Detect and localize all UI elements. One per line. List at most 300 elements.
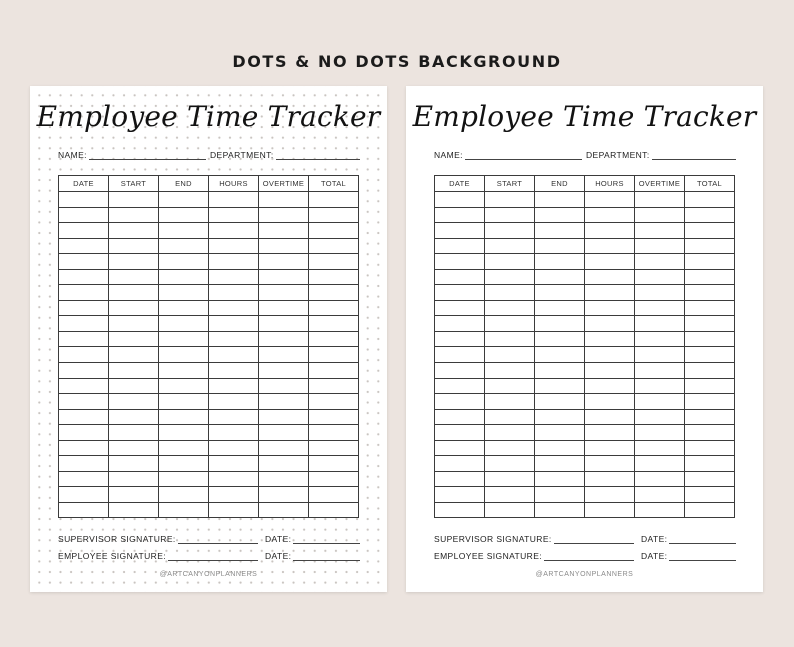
table-cell[interactable] [259,316,309,332]
employee-date-label: DATE: [641,551,668,561]
table-cell[interactable] [209,347,259,363]
table-cell[interactable] [685,409,735,425]
table-cell[interactable] [109,331,159,347]
table-cell[interactable] [485,347,535,363]
table-cell[interactable] [685,254,735,270]
table-cell[interactable] [485,269,535,285]
table-cell[interactable] [259,347,309,363]
table-cell[interactable] [635,378,685,394]
table-cell[interactable] [259,456,309,472]
department-line[interactable] [276,150,360,160]
table-cell[interactable] [309,440,359,456]
table-cell[interactable] [635,347,685,363]
supervisor-row [434,534,736,548]
table-cell[interactable] [209,471,259,487]
employee-date-line[interactable] [293,551,360,561]
table-cell[interactable] [59,456,109,472]
table-cell[interactable] [59,471,109,487]
table-cell[interactable] [685,440,735,456]
table-row [59,223,359,239]
table-cell[interactable] [585,254,635,270]
table-cell[interactable] [485,254,535,270]
table-cell[interactable] [109,487,159,503]
table-cell[interactable] [635,331,685,347]
table-cell[interactable] [535,456,585,472]
table-cell[interactable] [535,269,585,285]
employee-signature-line[interactable] [544,551,634,561]
table-cell[interactable] [209,363,259,379]
table-cell[interactable] [485,238,535,254]
table-row [59,363,359,379]
table-cell[interactable] [585,471,635,487]
table-cell[interactable] [259,192,309,208]
table-cell[interactable] [435,425,485,441]
table-cell[interactable] [435,300,485,316]
table-cell[interactable] [635,471,685,487]
table-cell[interactable] [585,487,635,503]
table-cell[interactable] [159,285,209,301]
table-cell[interactable] [109,269,159,285]
table-cell[interactable] [159,394,209,410]
table-cell[interactable] [309,502,359,518]
table-cell[interactable] [535,207,585,223]
table-cell[interactable] [435,363,485,379]
table-cell[interactable] [209,456,259,472]
table-cell[interactable] [109,471,159,487]
table-cell[interactable] [159,254,209,270]
table-cell[interactable] [485,471,535,487]
column-header: START [485,176,535,192]
name-field[interactable] [58,150,206,160]
table-cell[interactable] [59,487,109,503]
table-cell[interactable] [209,254,259,270]
table-cell[interactable] [685,363,735,379]
table-cell[interactable] [535,238,585,254]
table-cell[interactable] [109,440,159,456]
table-cell[interactable] [259,409,309,425]
table-cell[interactable] [59,409,109,425]
supervisor-signature-line[interactable] [554,534,634,544]
table-cell[interactable] [59,192,109,208]
table-cell[interactable] [535,378,585,394]
table-cell[interactable] [535,471,585,487]
table-cell[interactable] [685,487,735,503]
employee-date-field[interactable] [265,551,360,561]
table-cell[interactable] [259,440,309,456]
table-cell[interactable] [159,440,209,456]
table-cell[interactable] [435,487,485,503]
table-cell[interactable] [435,285,485,301]
table-cell[interactable] [209,316,259,332]
table-cell[interactable] [109,207,159,223]
table-cell[interactable] [309,192,359,208]
table-cell[interactable] [309,394,359,410]
table-cell[interactable] [259,502,309,518]
table-cell[interactable] [209,223,259,239]
table-cell[interactable] [685,192,735,208]
table-cell[interactable] [635,456,685,472]
table-cell[interactable] [259,394,309,410]
table-cell[interactable] [535,285,585,301]
table-cell[interactable] [485,425,535,441]
table-cell[interactable] [159,331,209,347]
column-header: START [109,176,159,192]
table-cell[interactable] [485,285,535,301]
table-cell[interactable] [535,223,585,239]
table-cell[interactable] [685,269,735,285]
table-cell[interactable] [585,192,635,208]
table-cell[interactable] [485,394,535,410]
table-cell[interactable] [159,238,209,254]
table-cell[interactable] [585,300,635,316]
table-cell[interactable] [585,285,635,301]
supervisor-date-line[interactable] [293,534,360,544]
table-cell[interactable] [435,409,485,425]
table-cell[interactable] [309,471,359,487]
employee-date-line[interactable] [669,551,736,561]
table-cell[interactable] [435,347,485,363]
department-field[interactable] [586,150,736,160]
name-label: NAME: [434,150,463,160]
table-cell[interactable] [435,254,485,270]
table-cell[interactable] [585,238,635,254]
table-cell[interactable] [109,347,159,363]
table-cell[interactable] [309,456,359,472]
table-row [59,487,359,503]
table-cell[interactable] [635,285,685,301]
table-cell[interactable] [485,331,535,347]
table-cell[interactable] [259,378,309,394]
table-cell[interactable] [209,425,259,441]
supervisor-date-label: DATE: [641,534,668,544]
table-cell[interactable] [309,316,359,332]
name-line[interactable] [89,150,206,160]
table-cell[interactable] [109,254,159,270]
table-header-row [59,176,359,192]
table-cell[interactable] [485,487,535,503]
table-cell[interactable] [259,254,309,270]
table-cell[interactable] [59,378,109,394]
table-cell[interactable] [585,378,635,394]
table-cell[interactable] [585,269,635,285]
employee-signature-line[interactable] [168,551,258,561]
table-cell[interactable] [59,238,109,254]
table-cell[interactable] [159,409,209,425]
table-cell[interactable] [59,254,109,270]
table-cell[interactable] [435,502,485,518]
table-cell[interactable] [485,456,535,472]
table-cell[interactable] [585,207,635,223]
table-cell[interactable] [209,331,259,347]
table-cell[interactable] [259,238,309,254]
table-row [59,254,359,270]
table-cell[interactable] [109,409,159,425]
table-cell[interactable] [209,207,259,223]
table-cell[interactable] [109,502,159,518]
table-cell[interactable] [635,502,685,518]
table-cell[interactable] [435,316,485,332]
supervisor-signature-line[interactable] [178,534,258,544]
table-cell[interactable] [435,378,485,394]
table-cell[interactable] [259,471,309,487]
table-cell[interactable] [635,425,685,441]
table-cell[interactable] [635,269,685,285]
table-cell[interactable] [109,378,159,394]
table-cell[interactable] [159,223,209,239]
table-cell[interactable] [485,207,535,223]
table-cell[interactable] [485,378,535,394]
table-cell[interactable] [585,409,635,425]
table-cell[interactable] [535,363,585,379]
table-cell[interactable] [209,192,259,208]
credit-text: @ARTCANYONPLANNERS [159,571,258,578]
table-cell[interactable] [585,223,635,239]
table-cell[interactable] [535,300,585,316]
table-cell[interactable] [109,285,159,301]
table-cell[interactable] [159,269,209,285]
table-cell[interactable] [309,238,359,254]
table-cell[interactable] [159,425,209,441]
table-cell[interactable] [535,192,585,208]
table-cell[interactable] [485,300,535,316]
table-cell[interactable] [635,207,685,223]
table-cell[interactable] [209,394,259,410]
table-cell[interactable] [209,300,259,316]
table-cell[interactable] [585,440,635,456]
table-cell[interactable] [635,394,685,410]
table-cell[interactable] [59,285,109,301]
table-cell[interactable] [435,207,485,223]
table-cell[interactable] [59,425,109,441]
table-cell[interactable] [59,394,109,410]
table-cell[interactable] [159,471,209,487]
table-row [435,502,735,518]
table-cell[interactable] [209,487,259,503]
table-cell[interactable] [159,347,209,363]
employee-row [434,551,736,565]
table-cell[interactable] [209,285,259,301]
table-cell[interactable] [485,409,535,425]
name-line[interactable] [465,150,582,160]
supervisor-signature-field[interactable] [434,534,634,544]
table-cell[interactable] [485,363,535,379]
table-cell[interactable] [159,316,209,332]
table-cell[interactable] [259,223,309,239]
table-cell[interactable] [109,192,159,208]
table-cell[interactable] [635,440,685,456]
table-cell[interactable] [59,316,109,332]
table-cell[interactable] [209,238,259,254]
table-cell[interactable] [635,300,685,316]
table-row [435,331,735,347]
table-row [59,394,359,410]
table-cell[interactable] [59,223,109,239]
table-cell[interactable] [209,502,259,518]
table-cell[interactable] [159,192,209,208]
table-cell[interactable] [585,456,635,472]
table-cell[interactable] [535,316,585,332]
table-cell[interactable] [535,440,585,456]
table-cell[interactable] [485,502,535,518]
table-cell[interactable] [535,394,585,410]
table-cell[interactable] [535,502,585,518]
table-cell[interactable] [59,269,109,285]
table-cell[interactable] [435,238,485,254]
table-cell[interactable] [309,223,359,239]
table-cell[interactable] [309,378,359,394]
table-cell[interactable] [309,409,359,425]
table-cell[interactable] [159,363,209,379]
table-cell[interactable] [635,487,685,503]
table-cell[interactable] [435,192,485,208]
supervisor-date-field[interactable] [265,534,360,544]
supervisor-date-line[interactable] [669,534,736,544]
table-cell[interactable] [259,487,309,503]
table-cell[interactable] [109,363,159,379]
department-line[interactable] [652,150,736,160]
table-cell[interactable] [685,300,735,316]
table-cell[interactable] [259,425,309,441]
table-cell[interactable] [485,192,535,208]
table-cell[interactable] [435,394,485,410]
table-cell[interactable] [309,347,359,363]
table-cell[interactable] [535,254,585,270]
table-cell[interactable] [635,238,685,254]
table-cell[interactable] [635,192,685,208]
table-cell[interactable] [159,502,209,518]
table-cell[interactable] [485,440,535,456]
table-cell[interactable] [309,363,359,379]
table-cell[interactable] [109,223,159,239]
table-cell[interactable] [259,331,309,347]
table-cell[interactable] [535,425,585,441]
table-cell[interactable] [259,363,309,379]
table-cell[interactable] [59,347,109,363]
employee-signature-field[interactable] [434,551,634,561]
table-cell[interactable] [535,409,585,425]
table-cell[interactable] [435,331,485,347]
table-cell[interactable] [59,207,109,223]
table-cell[interactable] [585,316,635,332]
table-cell[interactable] [109,456,159,472]
table-cell[interactable] [585,425,635,441]
table-row [59,378,359,394]
table-row [59,269,359,285]
table-cell[interactable] [209,269,259,285]
supervisor-signature-label: SUPERVISOR SIGNATURE: [58,534,176,544]
table-cell[interactable] [209,409,259,425]
supervisor-date-field[interactable] [641,534,736,544]
table-cell[interactable] [59,502,109,518]
table-cell[interactable] [685,502,735,518]
table-cell[interactable] [635,316,685,332]
table-cell[interactable] [209,440,259,456]
table-cell[interactable] [259,300,309,316]
table-cell[interactable] [59,300,109,316]
table-cell[interactable] [259,207,309,223]
table-cell[interactable] [309,269,359,285]
table-cell[interactable] [535,347,585,363]
table-cell[interactable] [109,238,159,254]
table-cell[interactable] [435,440,485,456]
table-cell[interactable] [635,254,685,270]
table-cell[interactable] [485,223,535,239]
table-cell[interactable] [159,378,209,394]
table-cell[interactable] [309,207,359,223]
table-cell[interactable] [685,378,735,394]
table-cell[interactable] [259,269,309,285]
table-body [59,192,359,518]
table-cell[interactable] [585,394,635,410]
table-cell[interactable] [309,300,359,316]
table-cell[interactable] [159,487,209,503]
employee-signature-field[interactable] [58,551,258,561]
table-cell[interactable] [309,425,359,441]
table-cell[interactable] [309,285,359,301]
table-cell[interactable] [159,300,209,316]
table-cell[interactable] [109,300,159,316]
table-cell[interactable] [159,456,209,472]
table-cell[interactable] [485,316,535,332]
table-cell[interactable] [685,394,735,410]
table-row [435,269,735,285]
table-row [435,223,735,239]
table-cell[interactable] [685,331,735,347]
table-cell[interactable] [209,378,259,394]
name-field[interactable] [434,150,582,160]
table-cell[interactable] [635,409,685,425]
table-cell[interactable] [435,471,485,487]
supervisor-signature-field[interactable] [58,534,258,544]
table-cell[interactable] [685,285,735,301]
table-cell[interactable] [259,285,309,301]
table-cell[interactable] [685,238,735,254]
table-cell[interactable] [109,394,159,410]
table-row [435,394,735,410]
table-cell[interactable] [109,425,159,441]
table-cell[interactable] [685,347,735,363]
table-cell[interactable] [309,331,359,347]
table-cell[interactable] [685,471,735,487]
department-field[interactable] [210,150,360,160]
table-cell[interactable] [585,502,635,518]
table-cell[interactable] [435,269,485,285]
table-cell[interactable] [535,331,585,347]
table-cell[interactable] [59,440,109,456]
table-cell[interactable] [685,223,735,239]
table-cell[interactable] [635,223,685,239]
table-cell[interactable] [685,456,735,472]
table-cell[interactable] [585,331,635,347]
employee-date-field[interactable] [641,551,736,561]
table-row [435,378,735,394]
table-cell[interactable] [685,425,735,441]
table-cell[interactable] [309,254,359,270]
table-cell[interactable] [635,363,685,379]
table-cell[interactable] [159,207,209,223]
table-cell[interactable] [685,207,735,223]
table-cell[interactable] [685,316,735,332]
table-cell[interactable] [585,347,635,363]
table-cell[interactable] [59,363,109,379]
table-cell[interactable] [109,316,159,332]
table-cell[interactable] [435,456,485,472]
table-cell[interactable] [309,487,359,503]
table-cell[interactable] [59,331,109,347]
table-cell[interactable] [585,363,635,379]
table-cell[interactable] [435,223,485,239]
table-cell[interactable] [535,487,585,503]
